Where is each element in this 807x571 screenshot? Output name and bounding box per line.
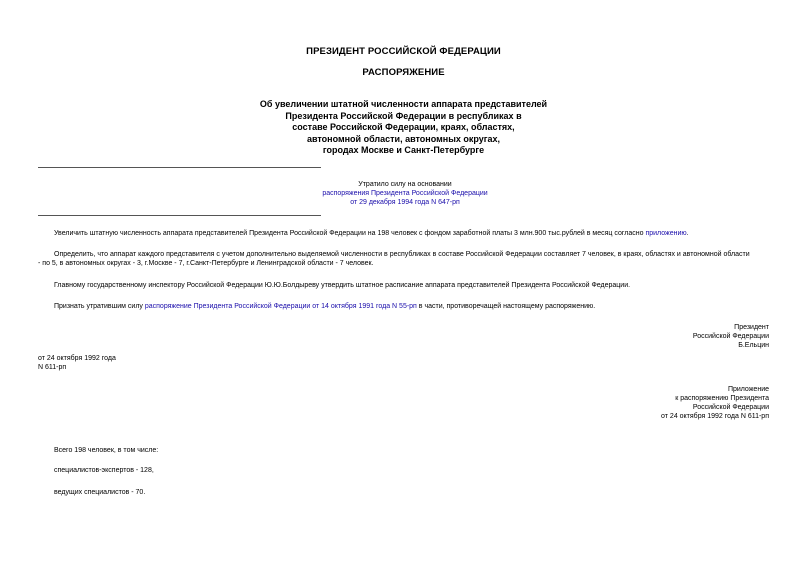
- document-title: [0, 99, 807, 157]
- repealed-order-link[interactable]: распоряжение Президента Российской Федерации от 14 октября 1991 года N 55-рп: [144, 303, 417, 310]
- authority-heading: ПРЕЗИДЕНТ РОССИЙСКОЙ ФЕДЕРАЦИИ: [306, 46, 501, 57]
- paragraph-1: [54, 229, 774, 238]
- signature-org: Российской Федерации: [692, 333, 769, 340]
- appendix-link[interactable]: приложению: [645, 230, 687, 237]
- appendix-leading: ведущих специалистов - 70.: [54, 489, 146, 496]
- document-type-heading: РАСПОРЯЖЕНИЕ: [362, 67, 445, 78]
- status-note-intro: Утратило силу на основании: [358, 181, 452, 188]
- title-line: Об увеличении штатной численности аппарата представителей: [259, 99, 548, 109]
- title-line: составе Российской Федерации, краях, областях,: [292, 122, 515, 132]
- document-date-block: [38, 354, 116, 372]
- appendix-date-number: от 24 октября 1992 года N 611-рп: [661, 413, 769, 420]
- separator-rule-top: [38, 167, 321, 168]
- status-note: [300, 180, 510, 207]
- repeal-link-line1[interactable]: распоряжения Президента Российской Федерации: [322, 190, 488, 197]
- appendix-reference: к распоряжению Президента: [675, 395, 769, 402]
- signature-block: [569, 323, 769, 350]
- appendix-total: Всего 198 человек, в том числе:: [54, 447, 159, 454]
- paragraph-2-line1: Определить, что аппарат каждого представителя с учетом дополнительно выделяемой численности в республиках в составе Российской Федерации составляет 7 человек, в краях, областях и автономной области: [54, 251, 750, 258]
- document-number: N 611-рп: [38, 364, 67, 371]
- paragraph-1-end: .: [686, 230, 689, 237]
- title-line: Президента Российской Федерации в республиках в: [285, 110, 522, 121]
- signature-title: Президент: [734, 324, 769, 331]
- repeal-link-line2[interactable]: от 29 декабря 1994 года N 647-рп: [350, 199, 460, 206]
- document-date: от 24 октября 1992 года: [38, 355, 116, 362]
- title-line: городах Москве и Санкт-Петербурге: [322, 145, 485, 155]
- paragraph-4: [54, 302, 595, 311]
- paragraph-4-end: в части, противоречащей настоящему распоряжению.: [416, 303, 596, 310]
- title-line: автономной области, автономных округах,: [306, 133, 501, 144]
- paragraph-2: [38, 250, 773, 268]
- paragraph-4-text: Признать утратившим силу: [54, 303, 145, 310]
- appendix-experts: специалистов-экспертов - 128,: [54, 467, 154, 474]
- signature-name: Б.Ельцин: [738, 342, 769, 349]
- appendix-org: Российской Федерации: [692, 404, 769, 411]
- paragraph-1-text: Увеличить штатную численность аппарата представителей Президента Российской Федерации на 198 человек с фондом заработной платы 3 млн.900 тыс.рублей в месяц согласно: [54, 230, 646, 237]
- separator-rule-bottom: [38, 215, 321, 216]
- appendix-title: Приложение: [727, 386, 769, 393]
- paragraph-2-line2: - по 5, в автономных округах - 3, г.Москве - 7, г.Санкт-Петербурге и Ленинградской области - 7 человек.: [38, 260, 374, 267]
- appendix-header: [519, 385, 769, 421]
- paragraph-3: Главному государственному инспектору Российской Федерации Ю.Ю.Болдыреву утвердить штатное расписание аппарата представителей Президента Российской Федерации.: [54, 282, 631, 289]
